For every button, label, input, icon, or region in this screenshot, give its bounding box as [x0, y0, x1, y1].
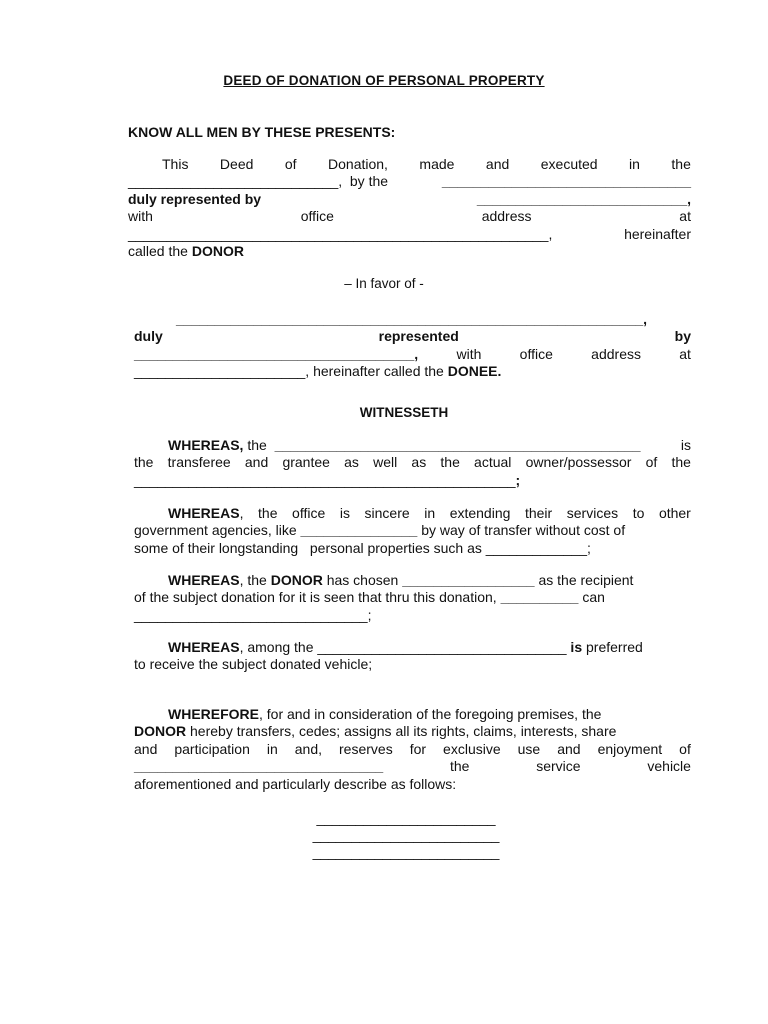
wherefore-line-5: aforementioned and particularly describe as follows:: [134, 775, 457, 792]
owner-blank: _________________________________________________: [134, 471, 516, 488]
donor-label: DONOR: [191, 242, 244, 259]
whereas-paragraph-4: [134, 639, 691, 674]
whereas3-line-3: ______________________________;: [134, 606, 372, 623]
beneficiary-blank: __________: [500, 589, 579, 606]
recipient-blank: _________________: [402, 572, 535, 588]
whereas2-line-3: some of their longstanding personal properties such as _____________;: [134, 539, 591, 556]
intro-line-4: with office address at: [128, 208, 691, 225]
donor-representative-blank: ___________________________,: [476, 190, 691, 207]
wherefore-line-4: ________________________________ the service vehicle: [134, 758, 691, 775]
whereas4-line-2: to receive the subject donated vehicle;: [134, 656, 373, 673]
intro-line-5: ______________________________________________________, hereinafter: [128, 225, 691, 242]
whereas2-line-1: WHEREAS, the office is sincere in extending their services to other: [168, 505, 691, 521]
whereas3-line-1: WHEREAS , the DONOR has chosen _________________ as the recipient: [168, 572, 634, 588]
vehicle-blank-line: ________________________: [312, 844, 500, 860]
whereas2-line-2: government agencies, like _______________ by way of transfer without cost of: [134, 522, 626, 539]
whereas-paragraph-1: [134, 437, 691, 489]
donee-line-3: ____________________________________, with office address at: [134, 345, 691, 362]
vehicle-blank-line: _______________________: [316, 810, 496, 826]
intro-paragraph: [128, 156, 691, 260]
document-title: DEED OF DONATION OF PERSONAL PROPERTY: [223, 73, 545, 88]
donee-line-4: [134, 363, 691, 380]
whereas1-line-3: _________________________________________________ ;: [134, 471, 521, 488]
exclusive-use-blank: ________________________________: [134, 758, 384, 775]
wherefore-paragraph: [134, 706, 691, 793]
wherefore-line-3: and participation in and, reserves for exclusive use and enjoyment of: [134, 740, 691, 757]
donee-representative-blank: ____________________________________,: [134, 345, 419, 362]
intro-line-3: duly represented by ___________________________,: [128, 190, 691, 207]
whereas1-line-1: WHEREAS, the _______________________________________________ is: [168, 437, 691, 453]
whereas-paragraph-3: [134, 572, 691, 624]
wherefore-line-2: DONOR hereby transfers, cedes; assigns all its rights, claims, interests, share: [134, 723, 617, 740]
donor-address-blank: ______________________________________________________,: [128, 225, 553, 242]
donee-line-1: [134, 311, 691, 328]
donee-name-blank: ____________________________________________________________,: [176, 311, 648, 327]
transferee-blank: _______________________________________________: [274, 437, 641, 453]
intro-line-2: ___________________________, by the ________________________________: [128, 173, 691, 190]
know-all-men-heading: KNOW ALL MEN BY THESE PRESENTS:: [128, 124, 396, 140]
vehicle-description-blanks: [0, 810, 768, 861]
wherefore-line-1: WHEREFORE , for and in consideration of the foregoing premises, the: [168, 706, 602, 722]
whereas4-line-1: WHEREAS , among the ________________________________ is preferred: [168, 639, 643, 655]
whereas3-line-2: of the subject donation for it is seen that thru this donation, __________ can: [134, 589, 605, 606]
donor-name-blank: ________________________________: [441, 173, 691, 190]
preferred-party-blank: ________________________________: [317, 639, 567, 655]
in-favor-of-label: – In favor of -: [344, 276, 424, 291]
donee-line-2: duly represented by: [134, 328, 691, 345]
whereas1-line-2: the transferee and grantee as well as the actual owner/possessor of the: [134, 454, 691, 471]
agency-blank: _______________: [300, 522, 418, 539]
witnesseth-heading: WITNESSETH: [359, 405, 449, 420]
donee-paragraph: [134, 311, 691, 381]
intro-line-6: called the DONOR: [128, 242, 244, 259]
donee-address-blank: ______________________, hereinafter called the: [134, 363, 448, 380]
vehicle-blank-line: ________________________: [312, 827, 500, 843]
donee-label: DONEE.: [447, 363, 502, 380]
whereas-paragraph-2: [134, 505, 691, 557]
intro-line-1: This Deed of Donation, made and executed in the: [162, 156, 691, 172]
